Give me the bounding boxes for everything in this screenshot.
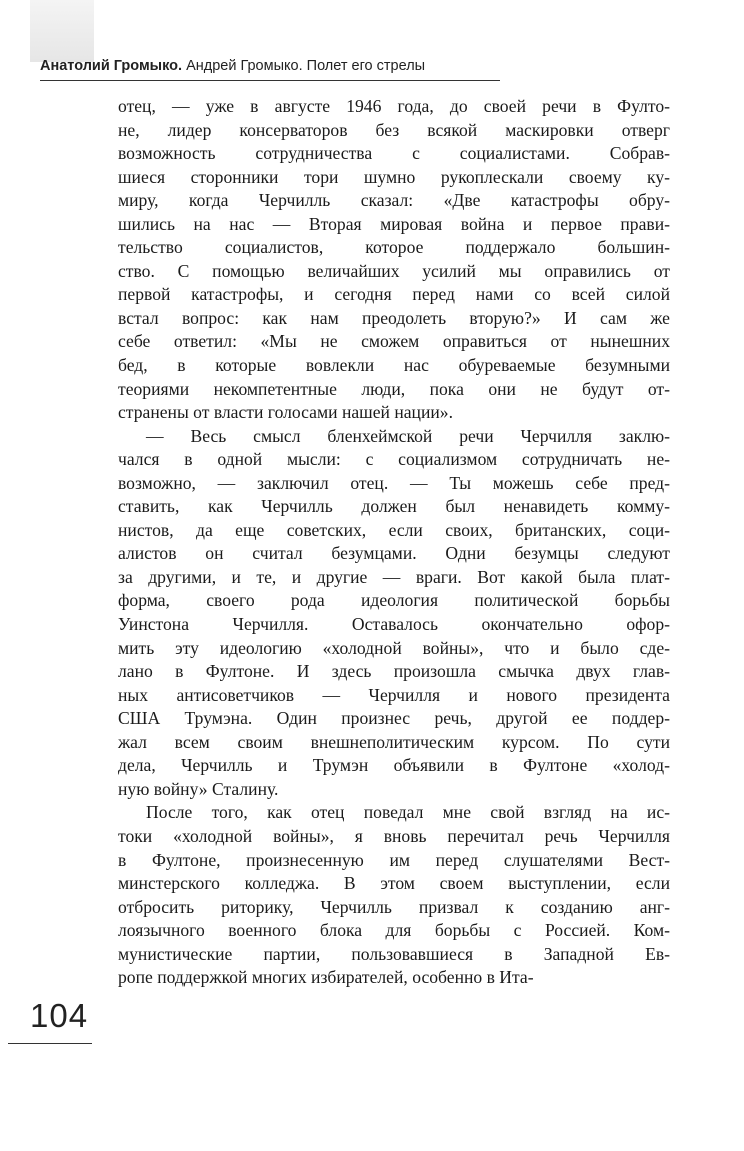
text-line: алистов он считал безумцами. Одни безумцы следуют [118,543,670,564]
text-line: в Фултоне, произнесенную им перед слушателями Вест- [118,849,670,870]
text-line: тельство социалистов, которое поддержало большин- [118,237,670,258]
text-line: ставить, как Черчилль должен был ненавидеть комму- [118,496,670,517]
text-line: возможно, — заключил отец. — Ты можешь себе пред- [118,472,670,493]
text-line: ство. С помощью величайших усилий мы оправились от [118,260,670,281]
text-line: чался в одной мысли: с социализмом сотрудничать не- [118,449,670,470]
text-line: — Весь смысл бленхеймской речи Черчилля заклю- [146,425,670,446]
running-header [40,58,500,74]
text-line: шились на нас — Вторая мировая война и первое прави- [118,213,670,234]
text-line: После того, как отец поведал мне свой взгляд на ис- [146,802,670,823]
text-line: себе ответил: «Мы не сможем оправиться от нынешних [118,331,670,352]
text-line: шиеся сторонники тори шумно рукоплескали своему ку- [118,166,670,187]
header-book-title: Андрей Громыко. Полет его стрелы [186,58,426,74]
body-text [118,95,670,990]
page-corner-shade [30,0,94,62]
paragraph [118,95,670,425]
text-line: миру, когда Черчилль сказал: «Две катастрофы обру- [118,190,670,211]
text-line: мить эту идеологию «холодной войны», что и было сде- [118,637,670,658]
paragraph [118,425,670,802]
text-line: отец, — уже в августе 1946 года, до своей речи в Фулто- [118,96,670,116]
text-line: встал вопрос: как нам преодолеть вторую?» И сам же [118,307,670,328]
text-line: возможность сотрудничества с социалистами. Собрав- [118,143,670,164]
header-rule [40,80,500,81]
text-line: ропе поддержкой многих избирателей, особенно в Ита- [118,967,534,988]
text-line: не, лидер консерваторов без всякой маскировки отверг [118,119,670,140]
paragraph [118,801,670,989]
text-line: лано в Фултоне. И здесь произошла смычка двух глав- [118,661,670,682]
text-line: США Трумэна. Один произнес речь, другой ее поддер- [118,708,670,729]
text-line: лоязычного военного блока для борьбы с Россией. Ком- [118,920,670,941]
text-line: странены от власти голосами нашей нации». [118,402,454,423]
text-line: ную войну» Сталину. [118,778,279,799]
text-line: мунистические партии, пользовавшиеся в Западной Ев- [118,943,670,964]
text-line: жал всем своим внешнеполитическим курсом. По сути [118,731,670,752]
text-line: нистов, да еще советских, если своих, британских, соци- [118,519,670,540]
text-line: отбросить риторику, Черчилль призвал к созданию анг- [118,896,670,917]
text-line: токи «холодной войны», я вновь перечитал речь Черчилля [118,825,670,846]
text-line: ных антисоветчиков — Черчилля и нового президента [118,684,670,705]
page-number-rule [8,1043,92,1044]
text-line: дела, Черчилль и Трумэн объявили в Фултоне «холод- [118,755,670,776]
text-line: Уинстона Черчилля. Оставалось окончательно офор- [118,614,670,635]
page-number: 104 [30,997,89,1034]
text-line: минстерского колледжа. В этом своем выступлении, если [118,873,670,894]
header-author: Анатолий Громыко. [40,58,183,74]
text-line: первой катастрофы, и сегодня перед нами со всей силой [118,284,670,305]
text-line: за другими, и те, и другие — враги. Вот какой была плат- [118,566,670,587]
text-line: бед, в которые вовлекли нас обуреваемые безумными [118,355,670,376]
text-line: теориями некомпетентные люди, пока они не будут от- [118,378,670,399]
text-line: форма, своего рода идеология политической борьбы [118,590,670,611]
